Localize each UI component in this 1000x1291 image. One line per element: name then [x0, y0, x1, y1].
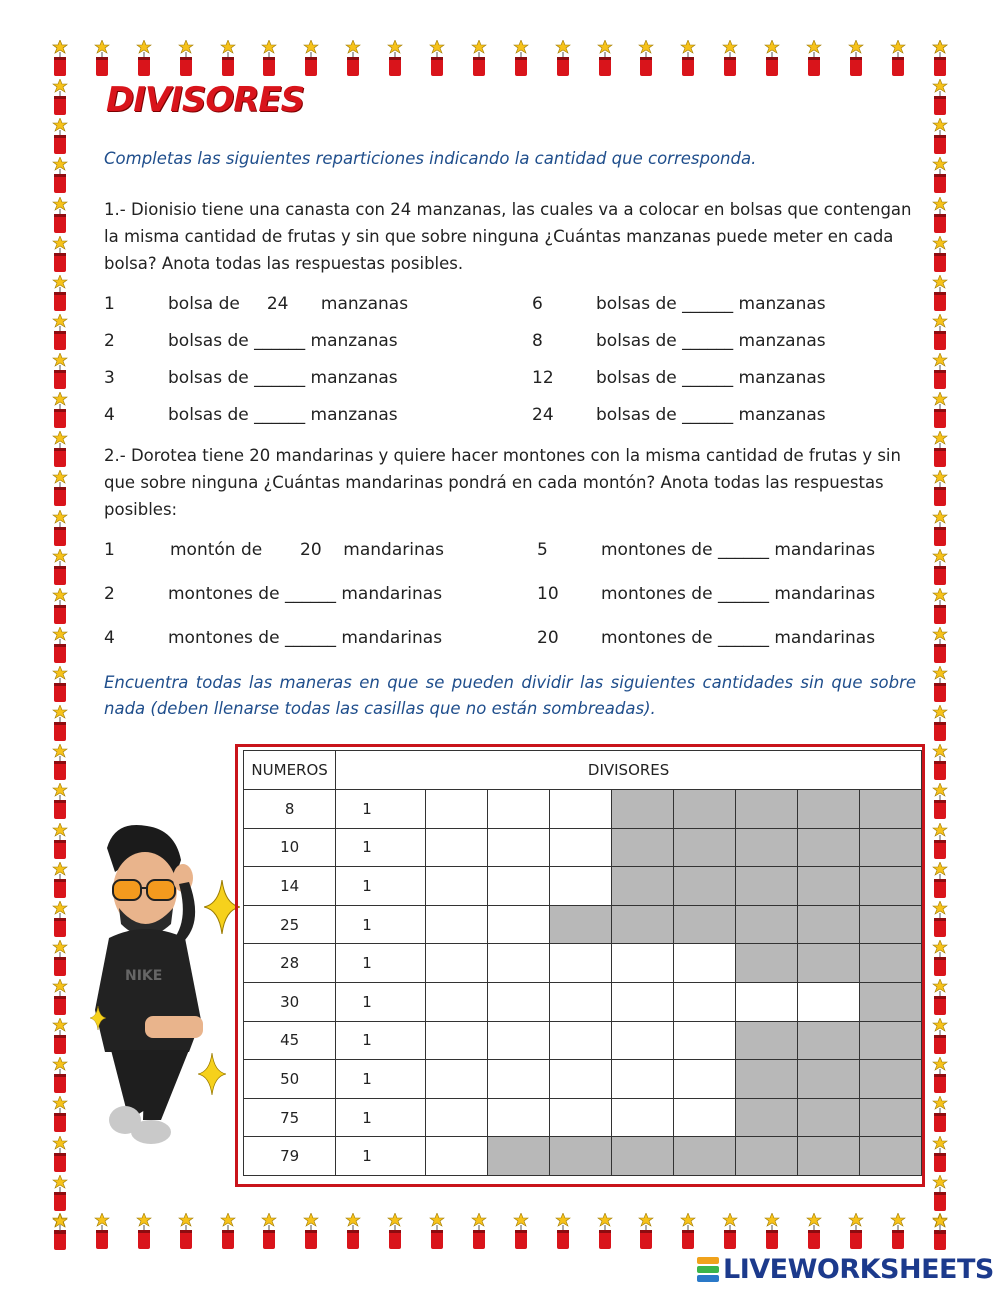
- shaded-cell: [797, 828, 859, 867]
- divisor-input-cell[interactable]: [549, 828, 611, 867]
- border-bottom: [48, 1213, 952, 1249]
- p1-row: 8 bolsas de ______ manzanas: [532, 331, 826, 351]
- firecracker-icon: [90, 1213, 114, 1249]
- firecracker-icon: [593, 40, 617, 76]
- table-row: [244, 828, 922, 867]
- shaded-cell: [735, 790, 797, 829]
- p1-row: 3 bolsas de ______ manzanas: [104, 368, 398, 388]
- shaded-cell: [859, 944, 921, 983]
- table-row: [244, 1060, 922, 1099]
- shaded-cell: [673, 790, 735, 829]
- cartoon-avatar: [85, 820, 245, 1150]
- firecracker-icon: [928, 197, 952, 233]
- border-right: [928, 40, 952, 1250]
- firecracker-icon: [928, 783, 952, 819]
- divisor-one: 1: [336, 982, 425, 1021]
- table-row: [244, 790, 922, 829]
- firecracker-icon: [48, 1175, 72, 1211]
- shaded-cell: [673, 905, 735, 944]
- firecracker-icon: [467, 1213, 491, 1249]
- firecracker-icon: [928, 705, 952, 741]
- firecracker-icon: [760, 1213, 784, 1249]
- sparkle-icon: [198, 1052, 226, 1096]
- shaded-cell: [859, 867, 921, 906]
- shaded-cell: [735, 1060, 797, 1099]
- firecracker-icon: [48, 1136, 72, 1172]
- row-number: 28: [244, 944, 336, 983]
- divisor-input-cell[interactable]: [673, 1021, 735, 1060]
- svg-text:NIKE: NIKE: [125, 968, 163, 984]
- shaded-cell: [859, 1021, 921, 1060]
- firecracker-icon: [48, 197, 72, 233]
- divisor-input-cell[interactable]: [611, 982, 673, 1021]
- shaded-cell: [797, 790, 859, 829]
- divisor-input-cell[interactable]: [425, 1021, 487, 1060]
- shaded-cell: [611, 905, 673, 944]
- firecracker-icon: [48, 744, 72, 780]
- shaded-cell: [673, 1137, 735, 1176]
- p2-row: 10 montones de ______ mandarinas: [537, 584, 876, 604]
- firecracker-icon: [174, 40, 198, 76]
- shaded-cell: [797, 944, 859, 983]
- divisor-input-cell[interactable]: [549, 1098, 611, 1137]
- firecracker-icon: [48, 353, 72, 389]
- firecracker-icon: [257, 1213, 281, 1249]
- divisor-input-cell[interactable]: [487, 982, 549, 1021]
- firecracker-icon: [425, 40, 449, 76]
- firecracker-icon: [928, 275, 952, 311]
- divisor-input-cell[interactable]: [425, 1098, 487, 1137]
- firecracker-icon: [928, 1057, 952, 1093]
- firecracker-icon: [48, 940, 72, 976]
- divisor-input-cell[interactable]: [425, 982, 487, 1021]
- firecracker-icon: [760, 40, 784, 76]
- shaded-cell: [735, 944, 797, 983]
- divisor-input-cell[interactable]: [425, 867, 487, 906]
- shaded-cell: [549, 1137, 611, 1176]
- firecracker-icon: [48, 549, 72, 585]
- table-row: [244, 982, 922, 1021]
- divisor-input-cell[interactable]: [487, 1098, 549, 1137]
- divisors-table: [243, 750, 922, 1176]
- shaded-cell: [673, 828, 735, 867]
- divisor-input-cell[interactable]: [425, 828, 487, 867]
- shaded-cell: [611, 790, 673, 829]
- firecracker-icon: [886, 1213, 910, 1249]
- firecracker-icon: [634, 40, 658, 76]
- row-number: 25: [244, 905, 336, 944]
- firecracker-icon: [928, 236, 952, 272]
- firecracker-icon: [132, 40, 156, 76]
- firecracker-icon: [844, 40, 868, 76]
- divisor-one: 1: [336, 905, 425, 944]
- p1-row: 2 bolsas de ______ manzanas: [104, 331, 398, 351]
- firecracker-icon: [48, 1057, 72, 1093]
- firecracker-icon: [634, 1213, 658, 1249]
- page-title: DIVISORES: [106, 80, 305, 120]
- problem-2-text: 2.- Dorotea tiene 20 mandarinas y quiere hacer montones con la misma cantidad de frutas y sin que sobre ninguna ¿Cuántas mandarinas pondrá en cada montón? Anota todas las respuestas posibles:: [104, 446, 901, 519]
- firecracker-icon: [928, 979, 952, 1015]
- shaded-cell: [797, 1021, 859, 1060]
- firecracker-icon: [48, 666, 72, 702]
- firecracker-icon: [383, 1213, 407, 1249]
- header-divisors: DIVISORES: [336, 751, 922, 790]
- shaded-cell: [859, 828, 921, 867]
- firecracker-icon: [48, 1214, 72, 1250]
- shaded-cell: [673, 867, 735, 906]
- p2-row: 1 montón de 20 mandarinas: [104, 540, 445, 560]
- divisor-input-cell[interactable]: [487, 1021, 549, 1060]
- table-row: [244, 1021, 922, 1060]
- shaded-cell: [735, 1021, 797, 1060]
- firecracker-icon: [90, 40, 114, 76]
- shaded-cell: [611, 867, 673, 906]
- firecracker-icon: [928, 862, 952, 898]
- firecracker-icon: [928, 470, 952, 506]
- divisor-input-cell[interactable]: [425, 790, 487, 829]
- firecracker-icon: [551, 40, 575, 76]
- firecracker-icon: [48, 588, 72, 624]
- firecracker-icon: [299, 40, 323, 76]
- firecracker-icon: [48, 431, 72, 467]
- shaded-cell: [611, 828, 673, 867]
- p2-row: 20 montones de ______ mandarinas: [537, 628, 876, 648]
- firecracker-icon: [48, 392, 72, 428]
- firecracker-icon: [48, 314, 72, 350]
- firecracker-icon: [299, 1213, 323, 1249]
- firecracker-icon: [257, 40, 281, 76]
- shaded-cell: [859, 1137, 921, 1176]
- firecracker-icon: [718, 40, 742, 76]
- divisor-input-cell[interactable]: [673, 982, 735, 1021]
- firecracker-icon: [509, 1213, 533, 1249]
- shaded-cell: [859, 1098, 921, 1137]
- firecracker-icon: [928, 40, 952, 76]
- divisor-one: 1: [336, 867, 425, 906]
- divisor-input-cell[interactable]: [611, 1098, 673, 1137]
- shaded-cell: [859, 790, 921, 829]
- firecracker-icon: [341, 40, 365, 76]
- row-number: 14: [244, 867, 336, 906]
- shaded-cell: [735, 1137, 797, 1176]
- firecracker-icon: [928, 431, 952, 467]
- divisor-input-cell[interactable]: [673, 1060, 735, 1099]
- firecracker-icon: [48, 979, 72, 1015]
- row-number: 50: [244, 1060, 336, 1099]
- divisor-input-cell[interactable]: [487, 828, 549, 867]
- p1-row: 6 bolsas de ______ manzanas: [532, 294, 826, 314]
- firecracker-icon: [48, 783, 72, 819]
- instruction-1: Completas las siguientes reparticiones indicando la cantidad que corresponda.: [104, 149, 757, 168]
- divisor-input-cell[interactable]: [549, 1060, 611, 1099]
- divisor-input-cell[interactable]: [611, 944, 673, 983]
- p2-row: 2 montones de ______ mandarinas: [104, 584, 443, 604]
- firecracker-icon: [383, 40, 407, 76]
- instruction-2: Encuentra todas las maneras en que se pueden dividir las siguientes cantidades sin que sobre nada (deben llenarse todas las casillas que no están sombreadas).: [104, 673, 916, 718]
- divisor-one: 1: [336, 1021, 425, 1060]
- firecracker-icon: [928, 901, 952, 937]
- divisor-input-cell[interactable]: [797, 982, 859, 1021]
- row-number: 45: [244, 1021, 336, 1060]
- firecracker-icon: [48, 157, 72, 193]
- firecracker-icon: [174, 1213, 198, 1249]
- shaded-cell: [797, 867, 859, 906]
- firecracker-icon: [802, 1213, 826, 1249]
- row-number: 75: [244, 1098, 336, 1137]
- row-number: 8: [244, 790, 336, 829]
- firecracker-icon: [928, 940, 952, 976]
- divisor-input-cell[interactable]: [549, 790, 611, 829]
- table-row: [244, 1137, 922, 1176]
- firecracker-icon: [48, 79, 72, 115]
- divisor-input-cell[interactable]: [549, 867, 611, 906]
- divisor-input-cell[interactable]: [487, 944, 549, 983]
- shaded-cell: [735, 867, 797, 906]
- divisor-one: 1: [336, 790, 425, 829]
- firecracker-icon: [844, 1213, 868, 1249]
- divisor-input-cell[interactable]: [673, 944, 735, 983]
- divisor-one: 1: [336, 1060, 425, 1099]
- firecracker-icon: [802, 40, 826, 76]
- firecracker-icon: [48, 1018, 72, 1054]
- firecracker-icon: [341, 1213, 365, 1249]
- firecracker-icon: [48, 1096, 72, 1132]
- divisor-input-cell[interactable]: [425, 944, 487, 983]
- divisor-one: 1: [336, 1098, 425, 1137]
- firecracker-icon: [928, 118, 952, 154]
- firecracker-icon: [48, 470, 72, 506]
- table-row: [244, 1098, 922, 1137]
- firecracker-icon: [48, 901, 72, 937]
- divisor-input-cell[interactable]: [487, 790, 549, 829]
- shaded-cell: [859, 905, 921, 944]
- firecracker-icon: [928, 1175, 952, 1211]
- firecracker-icon: [551, 1213, 575, 1249]
- divisor-input-cell[interactable]: [487, 867, 549, 906]
- firecracker-icon: [425, 1213, 449, 1249]
- row-number: 10: [244, 828, 336, 867]
- divisor-input-cell[interactable]: [487, 1060, 549, 1099]
- divisor-input-cell[interactable]: [425, 1060, 487, 1099]
- firecracker-icon: [132, 1213, 156, 1249]
- header-numbers: NUMEROS: [244, 751, 336, 790]
- firecracker-icon: [928, 666, 952, 702]
- firecracker-icon: [928, 1214, 952, 1250]
- row-number: 30: [244, 982, 336, 1021]
- p2-row: 4 montones de ______ mandarinas: [104, 628, 443, 648]
- p1-row: 12 bolsas de ______ manzanas: [532, 368, 826, 388]
- table-row: [244, 867, 922, 906]
- firecracker-icon: [928, 1096, 952, 1132]
- p1-row: 24 bolsas de ______ manzanas: [532, 405, 826, 425]
- firecracker-icon: [928, 392, 952, 428]
- divisor-input-cell[interactable]: [735, 982, 797, 1021]
- problem-1-text: 1.- Dionisio tiene una canasta con 24 manzanas, las cuales va a colocar en bolsas que contengan la misma cantidad de frutas y sin que sobre ninguna ¿Cuántas manzanas puede meter en cada bolsa? Anota todas las respuestas posibles.: [104, 200, 912, 273]
- firecracker-icon: [928, 588, 952, 624]
- firecracker-icon: [928, 627, 952, 663]
- p1-row: 4 bolsas de ______ manzanas: [104, 405, 398, 425]
- firecracker-icon: [928, 744, 952, 780]
- divisor-input-cell[interactable]: [673, 1098, 735, 1137]
- shaded-cell: [797, 1098, 859, 1137]
- table-row: [244, 944, 922, 983]
- shaded-cell: [797, 1060, 859, 1099]
- firecracker-icon: [928, 1136, 952, 1172]
- firecracker-icon: [48, 236, 72, 272]
- shaded-cell: [549, 905, 611, 944]
- divisors-table-frame: [235, 744, 925, 1187]
- shaded-cell: [797, 905, 859, 944]
- firecracker-icon: [48, 823, 72, 859]
- shaded-cell: [611, 1137, 673, 1176]
- firecracker-icon: [928, 157, 952, 193]
- border-top: [48, 40, 952, 76]
- row-number: 79: [244, 1137, 336, 1176]
- firecracker-icon: [48, 705, 72, 741]
- firecracker-icon: [928, 353, 952, 389]
- firecracker-icon: [928, 510, 952, 546]
- shaded-cell: [859, 1060, 921, 1099]
- firecracker-icon: [928, 1018, 952, 1054]
- firecracker-icon: [48, 510, 72, 546]
- divisor-input-cell[interactable]: [549, 1021, 611, 1060]
- shaded-cell: [797, 1137, 859, 1176]
- divisor-one: 1: [336, 828, 425, 867]
- liveworksheets-logo: LIVEWORKSHEETS: [697, 1254, 994, 1285]
- shaded-cell: [859, 982, 921, 1021]
- firecracker-icon: [48, 40, 72, 76]
- shaded-cell: [487, 1137, 549, 1176]
- divisor-input-cell[interactable]: [549, 982, 611, 1021]
- shaded-cell: [735, 828, 797, 867]
- divisor-input-cell[interactable]: [549, 944, 611, 983]
- firecracker-icon: [676, 40, 700, 76]
- shaded-cell: [735, 905, 797, 944]
- firecracker-icon: [593, 1213, 617, 1249]
- firecracker-icon: [467, 40, 491, 76]
- p1-row: 1 bolsa de 24 manzanas: [104, 294, 409, 314]
- firecracker-icon: [718, 1213, 742, 1249]
- table-row: [244, 905, 922, 944]
- divisor-input-cell[interactable]: [611, 1021, 673, 1060]
- firecracker-icon: [928, 549, 952, 585]
- firecracker-icon: [48, 275, 72, 311]
- divisor-input-cell[interactable]: [487, 905, 549, 944]
- divisor-input-cell[interactable]: [425, 905, 487, 944]
- sparkle-icon: [90, 1006, 106, 1030]
- firecracker-icon: [216, 1213, 240, 1249]
- liveworksheets-icon: [697, 1257, 719, 1282]
- p2-row: 5 montones de ______ mandarinas: [537, 540, 876, 560]
- divisor-input-cell[interactable]: [425, 1137, 487, 1176]
- firecracker-icon: [216, 40, 240, 76]
- firecracker-icon: [886, 40, 910, 76]
- divisor-one: 1: [336, 1137, 425, 1176]
- firecracker-icon: [676, 1213, 700, 1249]
- firecracker-icon: [509, 40, 533, 76]
- divisor-input-cell[interactable]: [611, 1060, 673, 1099]
- shaded-cell: [735, 1098, 797, 1137]
- firecracker-icon: [928, 314, 952, 350]
- firecracker-icon: [48, 118, 72, 154]
- firecracker-icon: [928, 823, 952, 859]
- firecracker-icon: [928, 79, 952, 115]
- border-left: [48, 40, 72, 1250]
- divisor-one: 1: [336, 944, 425, 983]
- firecracker-icon: [48, 862, 72, 898]
- firecracker-icon: [48, 627, 72, 663]
